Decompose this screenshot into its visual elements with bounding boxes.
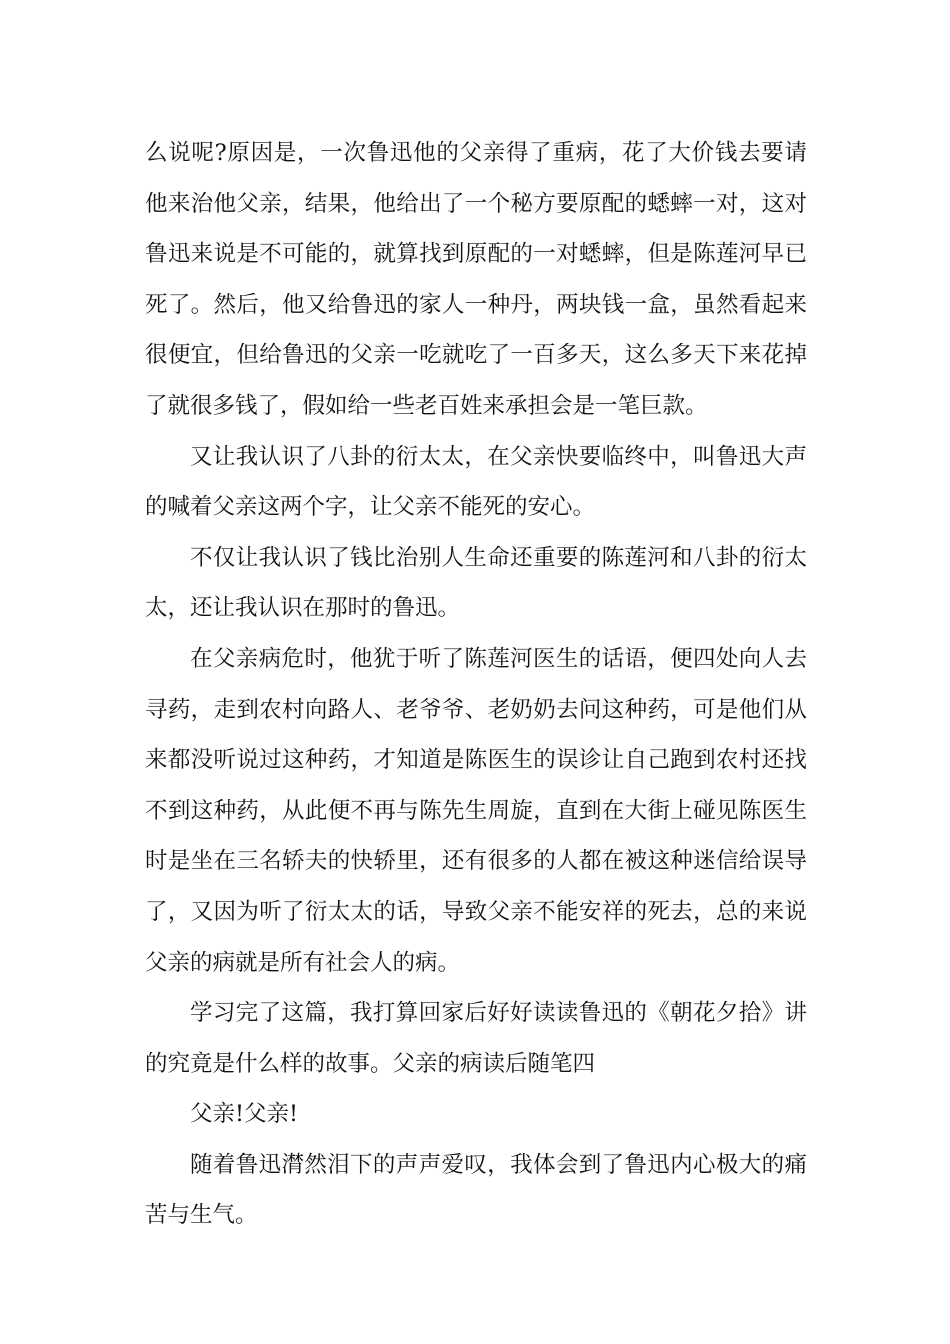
paragraph-4: 在父亲病危时，他犹于听了陈莲河医生的话语，便四处向人去寻药，走到农村向路人、老爷爷、老奶奶去问这种药，可是他们从来都没听说过这种药，才知道是陈医生的误诊让自己跑到农村还找不到这种药，从此便不再与陈先生周旋，直到在大街上碰见陈医生时是坐在三名轿夫的快轿里，还有很多的人都在被这种迷信给误导了，又因为听了衍太太的话，导致父亲不能安祥的死去，总的来说父亲的病就是所有社会人的病。 [145,645,807,976]
document-body [145,128,807,1241]
paragraph-1: 么说呢?原因是，一次鲁迅他的父亲得了重病，花了大价钱去要请他来治他父亲，结果，他给出了一个秘方要原配的蟋蟀一对，这对鲁迅来说是不可能的，就算找到原配的一对蟋蟀，但是陈莲河早已死了。然后，他又给鲁迅的家人一种丹，两块钱一盒，虽然看起来很便宜，但给鲁迅的父亲一吃就吃了一百多天，这么多天下来花掉了就很多钱了，假如给一些老百姓来承担会是一笔巨款。 [145,140,807,419]
paragraph-3: 不仅让我认识了钱比治别人生命还重要的陈莲河和八卦的衍太太，还让我认识在那时的鲁迅。 [145,544,807,622]
paragraph-7: 随着鲁迅潸然泪下的声声爱叹，我体会到了鲁迅内心极大的痛苦与生气。 [145,1151,807,1229]
paragraph-5: 学习完了这篇，我打算回家后好好读读鲁迅的《朝花夕拾》讲的究竟是什么样的故事。父亲的病读后随笔四 [145,1000,807,1077]
paragraph-6: 父亲!父亲! [190,1101,299,1128]
paragraph-2: 又让我认识了八卦的衍太太，在父亲快要临终中，叫鲁迅大声的喊着父亲这两个字，让父亲不能死的安心。 [145,443,807,521]
